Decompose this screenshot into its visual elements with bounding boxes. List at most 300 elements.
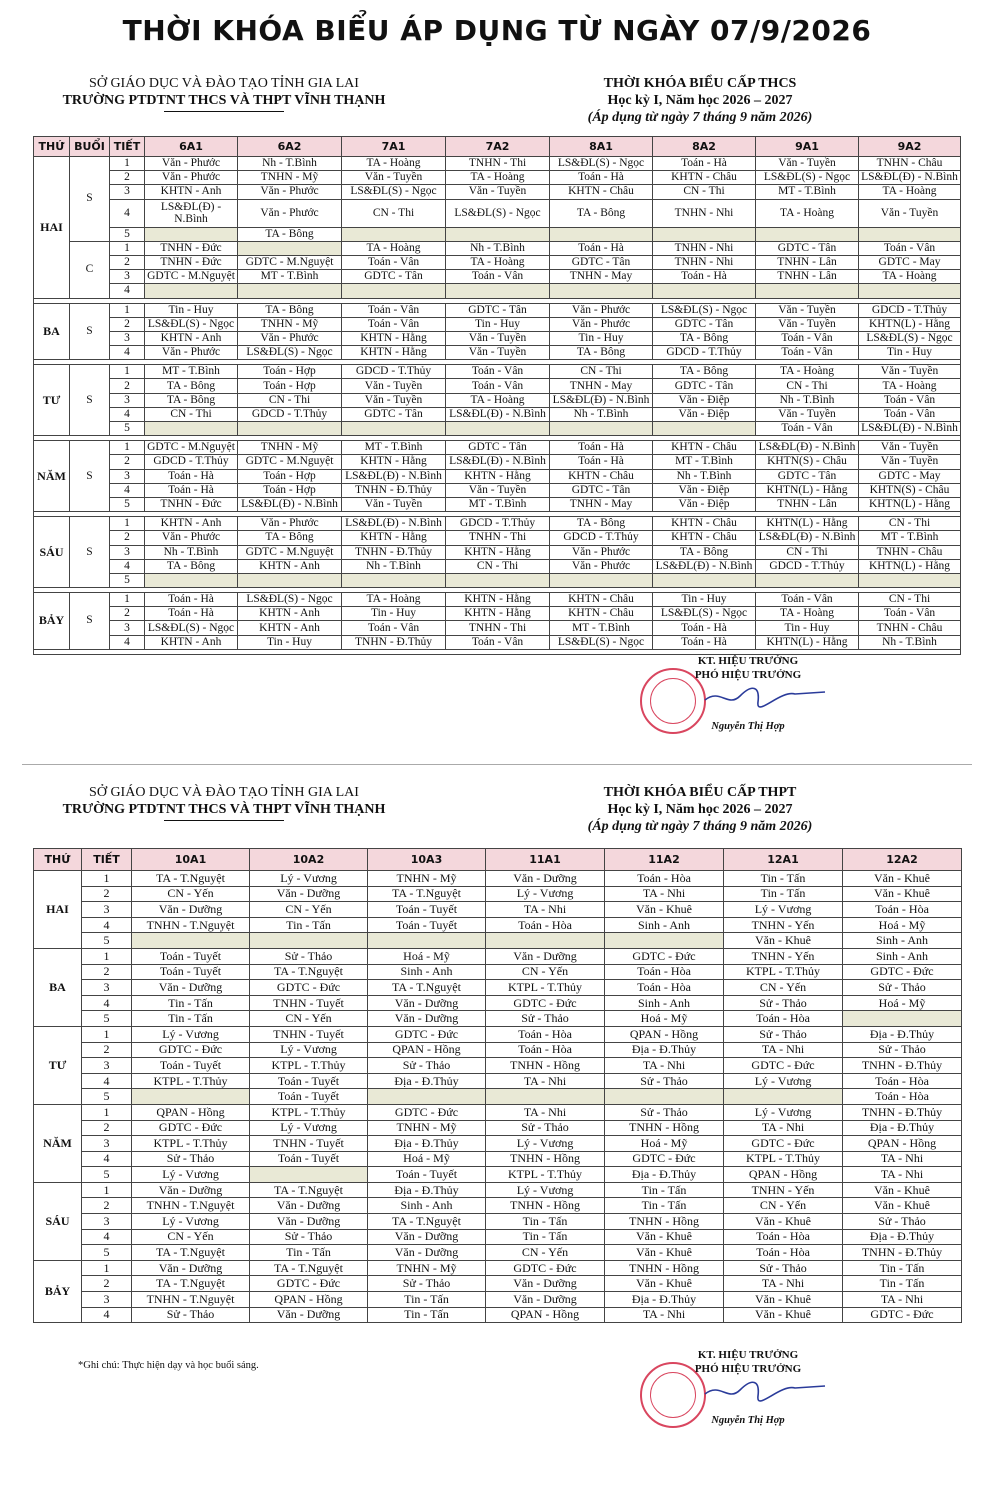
period-cell: 4	[82, 1229, 132, 1245]
period-cell: 3	[82, 1058, 132, 1074]
schedule-cell: TA - Nhi	[843, 1292, 962, 1308]
schedule-cell: TNHN - Mỹ	[238, 317, 342, 331]
schedule-cell: CN - Yến	[486, 1245, 605, 1261]
table-row	[34, 441, 961, 455]
period-cell: 4	[110, 407, 145, 421]
schedule-cell	[250, 1167, 368, 1183]
schedule-cell: GDTC - Tân	[446, 441, 550, 455]
schedule-cell: Hoá - Mỹ	[843, 995, 962, 1011]
table-row	[34, 635, 961, 649]
table-row	[34, 407, 961, 421]
schedule-cell: Lý - Vương	[724, 1073, 843, 1089]
table-row	[34, 573, 961, 587]
column-header: BUỔI	[70, 137, 110, 157]
schedule-cell: KHTN - Anh	[145, 331, 238, 345]
schedule-cell: MT - T.Bình	[550, 621, 653, 635]
schedule-cell: Tin - Tấn	[368, 1292, 486, 1308]
period-cell: 3	[82, 1136, 132, 1152]
schedule-cell: CN - Thi	[653, 185, 756, 199]
schedule-cell: TA - Hoàng	[859, 185, 961, 199]
schedule-cell: Văn - Khuê	[843, 1182, 962, 1198]
schedule-cell: Văn - Phước	[145, 171, 238, 185]
schedule-cell: Sinh - Anh	[368, 1198, 486, 1214]
schedule-cell: Toán - Vân	[756, 593, 859, 607]
schedule-cell: GDTC - M.Nguyệt	[238, 545, 342, 559]
schedule-cell: Toán - Tuyết	[368, 917, 486, 933]
schedule-cell: GDTC - Đức	[605, 948, 724, 964]
column-header: 10A2	[250, 849, 368, 871]
table-row	[34, 317, 961, 331]
period-cell: 5	[82, 933, 132, 949]
schedule-cell: KTPL - T.Thủy	[486, 1167, 605, 1183]
schedule-cell: Lý - Vương	[132, 1214, 250, 1230]
table-row	[34, 948, 962, 964]
schedule-cell: LS&ĐL(Đ) - N.Bình	[756, 441, 859, 455]
schedule-cell: Toán - Vân	[859, 393, 961, 407]
schedule-cell: GDTC - Đức	[605, 1151, 724, 1167]
schedule-cell	[238, 241, 342, 255]
schedule-cell: Tin - Huy	[238, 635, 342, 649]
schedule-cell: GDTC - Tân	[653, 379, 756, 393]
schedule-cell: TNHN - Đ.Thủy	[843, 1245, 962, 1261]
schedule-cell	[132, 933, 250, 949]
schedule-cell: TNHN - Châu	[859, 545, 961, 559]
schedule-cell: Hoá - Mỹ	[368, 1151, 486, 1167]
table-row	[34, 1214, 962, 1230]
schedule-cell: TNHN - Yến	[724, 948, 843, 964]
table-row	[34, 303, 961, 317]
schedule-cell: TNHN - Thi	[446, 621, 550, 635]
schedule-cell: TNHN - Đ.Thủy	[843, 1058, 962, 1074]
table-row	[34, 365, 961, 379]
schedule-cell: TNHN - Hồng	[486, 1058, 605, 1074]
schedule-cell: KHTN - Châu	[653, 171, 756, 185]
schedule-cell: KHTN(L) - Hằng	[859, 497, 961, 511]
table-row	[34, 917, 962, 933]
schedule-cell: GDTC - May	[859, 255, 961, 269]
schedule-cell: TNHN - Mỹ	[368, 871, 486, 887]
schedule-cell: Văn - Dưỡng	[368, 1011, 486, 1027]
schedule-cell: CN - Yến	[250, 902, 368, 918]
schedule-cell: Sử - Thảo	[486, 1011, 605, 1027]
table-row	[34, 1182, 962, 1198]
table-row	[34, 1198, 962, 1214]
schedule-cell	[859, 573, 961, 587]
schedule-cell: Sử - Thảo	[843, 1214, 962, 1230]
schedule-cell: TA - Hoàng	[342, 157, 446, 171]
schedule-cell: KHTN - Hằng	[342, 531, 446, 545]
schedule-cell: TA - Nhi	[843, 1151, 962, 1167]
schedule-cell: TNHN - Lân	[756, 270, 859, 284]
schedule-cell: Văn - Phước	[550, 545, 653, 559]
schedule-cell: Văn - Tuyền	[342, 171, 446, 185]
period-cell: 3	[110, 185, 145, 199]
schedule-cell: Lý - Vương	[724, 902, 843, 918]
schedule-cell: LS&ĐL(Đ) - N.Bình	[342, 469, 446, 483]
schedule-cell: LS&ĐL(Đ) - N.Bình	[859, 171, 961, 185]
schedule-cell: Sinh - Anh	[605, 917, 724, 933]
table-row	[34, 1307, 962, 1323]
schedule-cell: Toán - Hà	[145, 593, 238, 607]
schedule-cell: Địa - Đ.Thủy	[843, 1026, 962, 1042]
schedule-cell: MT - T.Bình	[653, 455, 756, 469]
schedule-cell: LS&ĐL(Đ) - N.Bình	[756, 531, 859, 545]
schedule-cell: KHTN - Anh	[145, 185, 238, 199]
schedule-cell: GDCD - T.Thủy	[342, 365, 446, 379]
schedule-cell: TA - Hoàng	[446, 393, 550, 407]
schedule-cell: Văn - Khuê	[724, 933, 843, 949]
schedule-cell: CN - Yến	[132, 886, 250, 902]
schedule-cell	[342, 573, 446, 587]
schedule-cell: Văn - Tuyền	[446, 185, 550, 199]
schedule-cell: TNHN - May	[550, 497, 653, 511]
schedule-cell: TNHN - May	[550, 379, 653, 393]
schedule-cell	[446, 573, 550, 587]
schedule-cell: TA - Nhi	[486, 902, 605, 918]
schedule-cell: Tin - Tấn	[843, 1276, 962, 1292]
schedule-cell: TA - Hoàng	[446, 171, 550, 185]
schedule-cell: Tin - Tấn	[605, 1198, 724, 1214]
schedule-cell: KHTN(L) - Hằng	[756, 635, 859, 649]
period-cell: 1	[82, 871, 132, 887]
schedule-cell: Toán - Vân	[446, 635, 550, 649]
thpt-timetable	[33, 848, 962, 1323]
day-cell: SÁU	[34, 1182, 82, 1260]
thpt-header-row	[34, 849, 962, 871]
schedule-cell: Tin - Huy	[550, 331, 653, 345]
schedule-cell: TA - Hoàng	[859, 270, 961, 284]
schedule-cell: TA - Bông	[238, 531, 342, 545]
schedule-cell: TA - Hoàng	[756, 199, 859, 227]
schedule-cell	[605, 1089, 724, 1105]
schedule-cell: TNHN - Lân	[756, 255, 859, 269]
schedule-cell: GDCD - T.Thủy	[550, 531, 653, 545]
schedule-cell: TNHN - Hồng	[605, 1260, 724, 1276]
schedule-cell: Tin - Tấn	[486, 1229, 605, 1245]
schedule-cell: LS&ĐL(S) - Ngọc	[145, 621, 238, 635]
schedule-cell: Văn - Dưỡng	[132, 980, 250, 996]
schedule-cell: TNHN - Đức	[145, 241, 238, 255]
schedule-cell: Nh - T.Bình	[342, 559, 446, 573]
period-cell: 3	[110, 469, 145, 483]
table-row	[34, 199, 961, 227]
schedule-cell: TNHN - T.Nguyệt	[132, 1292, 250, 1308]
day-cell: BA	[34, 303, 70, 360]
schedule-cell: GDCD - T.Thủy	[145, 455, 238, 469]
schedule-cell: LS&ĐL(S) - Ngọc	[238, 593, 342, 607]
schedule-cell: CN - Yến	[486, 964, 605, 980]
schedule-cell: Toán - Hợp	[238, 379, 342, 393]
period-cell: 1	[110, 365, 145, 379]
table-row	[34, 455, 961, 469]
schedule-cell: TNHN - Yến	[724, 1182, 843, 1198]
schedule-cell	[756, 284, 859, 298]
period-cell: 1	[110, 441, 145, 455]
schedule-cell: QPAN - Hồng	[605, 1026, 724, 1042]
schedule-cell: CN - Thi	[756, 379, 859, 393]
schedule-cell: Lý - Vương	[250, 1120, 368, 1136]
thcs-header-row	[34, 137, 961, 157]
schedule-cell: TA - Bông	[145, 393, 238, 407]
period-cell: 2	[82, 1276, 132, 1292]
table-row	[34, 379, 961, 393]
schedule-cell: TA - T.Nguyệt	[132, 1276, 250, 1292]
schedule-cell	[486, 933, 605, 949]
period-cell: 2	[110, 455, 145, 469]
schedule-cell: TA - T.Nguyệt	[132, 871, 250, 887]
schedule-cell: Toán - Vân	[342, 255, 446, 269]
schedule-cell: Toán - Hòa	[486, 1026, 605, 1042]
schedule-cell: Địa - Đ.Thủy	[605, 1292, 724, 1308]
schedule-cell: TA - Hoàng	[859, 379, 961, 393]
period-cell: 2	[110, 317, 145, 331]
schedule-cell: TNHN - Nhi	[653, 241, 756, 255]
schedule-cell	[605, 933, 724, 949]
session-cell: S	[70, 593, 110, 650]
thpt-sig-line2: PHÓ HIỆU TRƯỞNG	[694, 1363, 802, 1375]
schedule-cell: Lý - Vương	[132, 1026, 250, 1042]
schedule-cell: TNHN - Tuyết	[250, 1026, 368, 1042]
schedule-cell: CN - Thi	[756, 545, 859, 559]
period-cell: 4	[82, 917, 132, 933]
schedule-cell: Văn - Dưỡng	[368, 1229, 486, 1245]
schedule-cell: CN - Thi	[145, 407, 238, 421]
thcs-org-department: SỞ GIÁO DỤC VÀ ĐÀO TẠO TỈNH GIA LAI	[89, 76, 359, 91]
table-row	[34, 469, 961, 483]
schedule-cell	[843, 1011, 962, 1027]
schedule-cell: Sinh - Anh	[368, 964, 486, 980]
schedule-cell: Toán - Vân	[859, 407, 961, 421]
period-cell: 2	[82, 1120, 132, 1136]
schedule-cell	[368, 933, 486, 949]
schedule-cell: Văn - Tuyền	[446, 331, 550, 345]
column-header: 12A1	[724, 849, 843, 871]
schedule-cell: Tin - Huy	[859, 346, 961, 360]
schedule-cell: Địa - Đ.Thủy	[843, 1120, 962, 1136]
period-cell: 5	[110, 422, 145, 436]
schedule-cell: Văn - Tuyền	[859, 199, 961, 227]
column-header: 7A1	[342, 137, 446, 157]
schedule-cell: Văn - Tuyền	[756, 317, 859, 331]
table-row	[34, 1073, 962, 1089]
column-header: THỨ	[34, 849, 82, 871]
schedule-cell: Sinh - Anh	[843, 948, 962, 964]
schedule-cell: LS&ĐL(Đ) - N.Bình	[859, 422, 961, 436]
schedule-cell: Toán - Hà	[145, 469, 238, 483]
schedule-cell: KHTN - Hằng	[342, 331, 446, 345]
column-header: 6A2	[238, 137, 342, 157]
schedule-cell: Toán - Hòa	[605, 980, 724, 996]
schedule-cell: Tin - Tấn	[843, 1260, 962, 1276]
schedule-cell: TNHN - Nhi	[653, 199, 756, 227]
schedule-cell: Hoá - Mỹ	[605, 1011, 724, 1027]
schedule-cell: Văn - Phước	[550, 303, 653, 317]
period-cell: 4	[82, 1151, 132, 1167]
day-cell: BA	[34, 948, 82, 1026]
schedule-cell: Toán - Tuyết	[368, 902, 486, 918]
period-cell: 2	[110, 531, 145, 545]
schedule-cell: Văn - Dưỡng	[486, 948, 605, 964]
schedule-cell: Lý - Vương	[486, 1182, 605, 1198]
period-cell: 2	[82, 1198, 132, 1214]
schedule-cell	[550, 227, 653, 241]
day-cell: TƯ	[34, 1026, 82, 1104]
schedule-cell: LS&ĐL(S) - Ngọc	[145, 317, 238, 331]
schedule-cell: KTPL - T.Thủy	[486, 980, 605, 996]
schedule-cell: Văn - Khuê	[724, 1307, 843, 1323]
schedule-cell: TA - T.Nguyệt	[132, 1245, 250, 1261]
schedule-cell	[653, 573, 756, 587]
schedule-cell	[550, 422, 653, 436]
table-row	[34, 902, 962, 918]
schedule-cell	[653, 227, 756, 241]
schedule-cell	[368, 1089, 486, 1105]
schedule-cell: Nh - T.Bình	[550, 407, 653, 421]
thcs-sig-name: Nguyễn Thị Hợp	[711, 721, 785, 732]
schedule-cell: GDCD - T.Thủy	[653, 346, 756, 360]
schedule-cell: GDTC - Đức	[843, 964, 962, 980]
schedule-cell: Lý - Vương	[724, 1104, 843, 1120]
schedule-cell: KHTN - Châu	[550, 607, 653, 621]
period-cell: 5	[110, 497, 145, 511]
table-row	[34, 593, 961, 607]
schedule-cell: TA - T.Nguyệt	[250, 964, 368, 980]
period-cell: 3	[110, 393, 145, 407]
period-cell: 4	[82, 1073, 132, 1089]
thcs-sig-line2: PHÓ HIỆU TRƯỞNG	[694, 669, 802, 681]
table-row	[34, 545, 961, 559]
schedule-cell: Toán - Tuyết	[132, 948, 250, 964]
schedule-cell: Toán - Hà	[653, 635, 756, 649]
thcs-sig-line1: KT. HIỆU TRƯỞNG	[697, 655, 799, 667]
schedule-cell: Văn - Dưỡng	[486, 1276, 605, 1292]
schedule-cell: LS&ĐL(Đ) - N.Bình	[342, 517, 446, 531]
schedule-cell: GDTC - Đức	[486, 1260, 605, 1276]
period-cell: 3	[82, 1292, 132, 1308]
schedule-cell: LS&ĐL(S) - Ngọc	[859, 331, 961, 345]
column-header: 10A1	[132, 849, 250, 871]
schedule-cell: Toán - Hà	[550, 441, 653, 455]
schedule-cell: Văn - Dưỡng	[132, 1182, 250, 1198]
schedule-cell: LS&ĐL(S) - Ngọc	[653, 303, 756, 317]
table-row	[34, 393, 961, 407]
schedule-cell: Văn - Điệp	[653, 497, 756, 511]
period-cell: 3	[82, 902, 132, 918]
schedule-cell: LS&ĐL(Đ) - N.Bình	[446, 407, 550, 421]
thcs-heading: THỜI KHÓA BIỂU CẤP THCS	[603, 76, 797, 91]
schedule-cell: Sử - Thảo	[605, 1073, 724, 1089]
table-row	[34, 886, 962, 902]
period-cell: 4	[82, 1307, 132, 1323]
schedule-cell	[342, 284, 446, 298]
column-header: 11A1	[486, 849, 605, 871]
table-row	[34, 1104, 962, 1120]
period-cell: 1	[82, 1260, 132, 1276]
schedule-cell: Toán - Tuyết	[132, 1058, 250, 1074]
schedule-cell: TNHN - Đ.Thủy	[843, 1104, 962, 1120]
schedule-cell: QPAN - Hồng	[250, 1292, 368, 1308]
schedule-cell: TA - Bông	[145, 559, 238, 573]
table-row	[34, 1229, 962, 1245]
schedule-cell: MT - T.Bình	[859, 531, 961, 545]
schedule-cell	[756, 227, 859, 241]
schedule-cell	[859, 227, 961, 241]
schedule-cell	[145, 227, 238, 241]
period-cell: 4	[82, 995, 132, 1011]
schedule-cell: Văn - Phước	[238, 185, 342, 199]
schedule-cell: Toán - Vân	[342, 303, 446, 317]
table-row	[34, 607, 961, 621]
schedule-cell: Nh - T.Bình	[145, 545, 238, 559]
schedule-cell: QPAN - Hồng	[368, 1042, 486, 1058]
schedule-cell: KHTN(S) - Châu	[859, 483, 961, 497]
schedule-cell: Tin - Tấn	[486, 1214, 605, 1230]
schedule-cell: Văn - Dưỡng	[250, 1198, 368, 1214]
schedule-cell: TNHN - May	[550, 270, 653, 284]
schedule-cell: GDTC - Đức	[368, 1026, 486, 1042]
schedule-cell: TA - Bông	[238, 227, 342, 241]
period-cell: 1	[110, 593, 145, 607]
schedule-cell: GDTC - Tân	[342, 407, 446, 421]
table-row	[34, 1026, 962, 1042]
schedule-cell: Văn - Dưỡng	[368, 1245, 486, 1261]
schedule-cell	[342, 422, 446, 436]
schedule-cell: GDTC - Đức	[250, 1276, 368, 1292]
period-cell: 3	[110, 621, 145, 635]
schedule-cell: Văn - Phước	[238, 199, 342, 227]
thcs-timetable	[33, 136, 961, 655]
schedule-cell: Toán - Hà	[145, 483, 238, 497]
column-header: 6A1	[145, 137, 238, 157]
schedule-cell: Lý - Vương	[486, 1136, 605, 1152]
schedule-cell: Toán - Vân	[446, 379, 550, 393]
schedule-cell: CN - Thi	[238, 393, 342, 407]
schedule-cell	[238, 573, 342, 587]
thcs-header-left	[34, 75, 414, 112]
schedule-cell: Toán - Vân	[342, 621, 446, 635]
schedule-cell: TNHN - Nhi	[653, 255, 756, 269]
schedule-cell: Toán - Hợp	[238, 483, 342, 497]
schedule-cell: Toán - Hòa	[486, 917, 605, 933]
table-row	[34, 483, 961, 497]
schedule-cell: Tin - Tấn	[724, 871, 843, 887]
column-header: TIẾT	[110, 137, 145, 157]
day-cell: NĂM	[34, 441, 70, 512]
schedule-cell	[145, 573, 238, 587]
table-row	[34, 1292, 962, 1308]
schedule-cell: Văn - Phước	[238, 331, 342, 345]
schedule-cell: Văn - Dưỡng	[250, 1307, 368, 1323]
schedule-cell: TA - Nhi	[486, 1073, 605, 1089]
table-row	[34, 1276, 962, 1292]
table-row	[34, 1167, 962, 1183]
schedule-cell: Sử - Thảo	[486, 1120, 605, 1136]
schedule-cell: Tin - Huy	[446, 317, 550, 331]
schedule-cell: GDTC - M.Nguyệt	[238, 255, 342, 269]
schedule-cell: Sử - Thảo	[724, 1026, 843, 1042]
schedule-cell: Toán - Hòa	[724, 1229, 843, 1245]
schedule-cell: TA - Hoàng	[446, 255, 550, 269]
schedule-cell	[446, 284, 550, 298]
schedule-cell: Toán - Vân	[859, 607, 961, 621]
schedule-cell: KTPL - T.Thủy	[250, 1058, 368, 1074]
period-cell: 2	[82, 886, 132, 902]
table-row	[34, 270, 961, 284]
schedule-cell: TNHN - Hồng	[486, 1198, 605, 1214]
schedule-cell: LS&ĐL(Đ) - N.Bình	[446, 455, 550, 469]
schedule-cell: TNHN - Hồng	[605, 1120, 724, 1136]
schedule-cell: Nh - T.Bình	[446, 241, 550, 255]
